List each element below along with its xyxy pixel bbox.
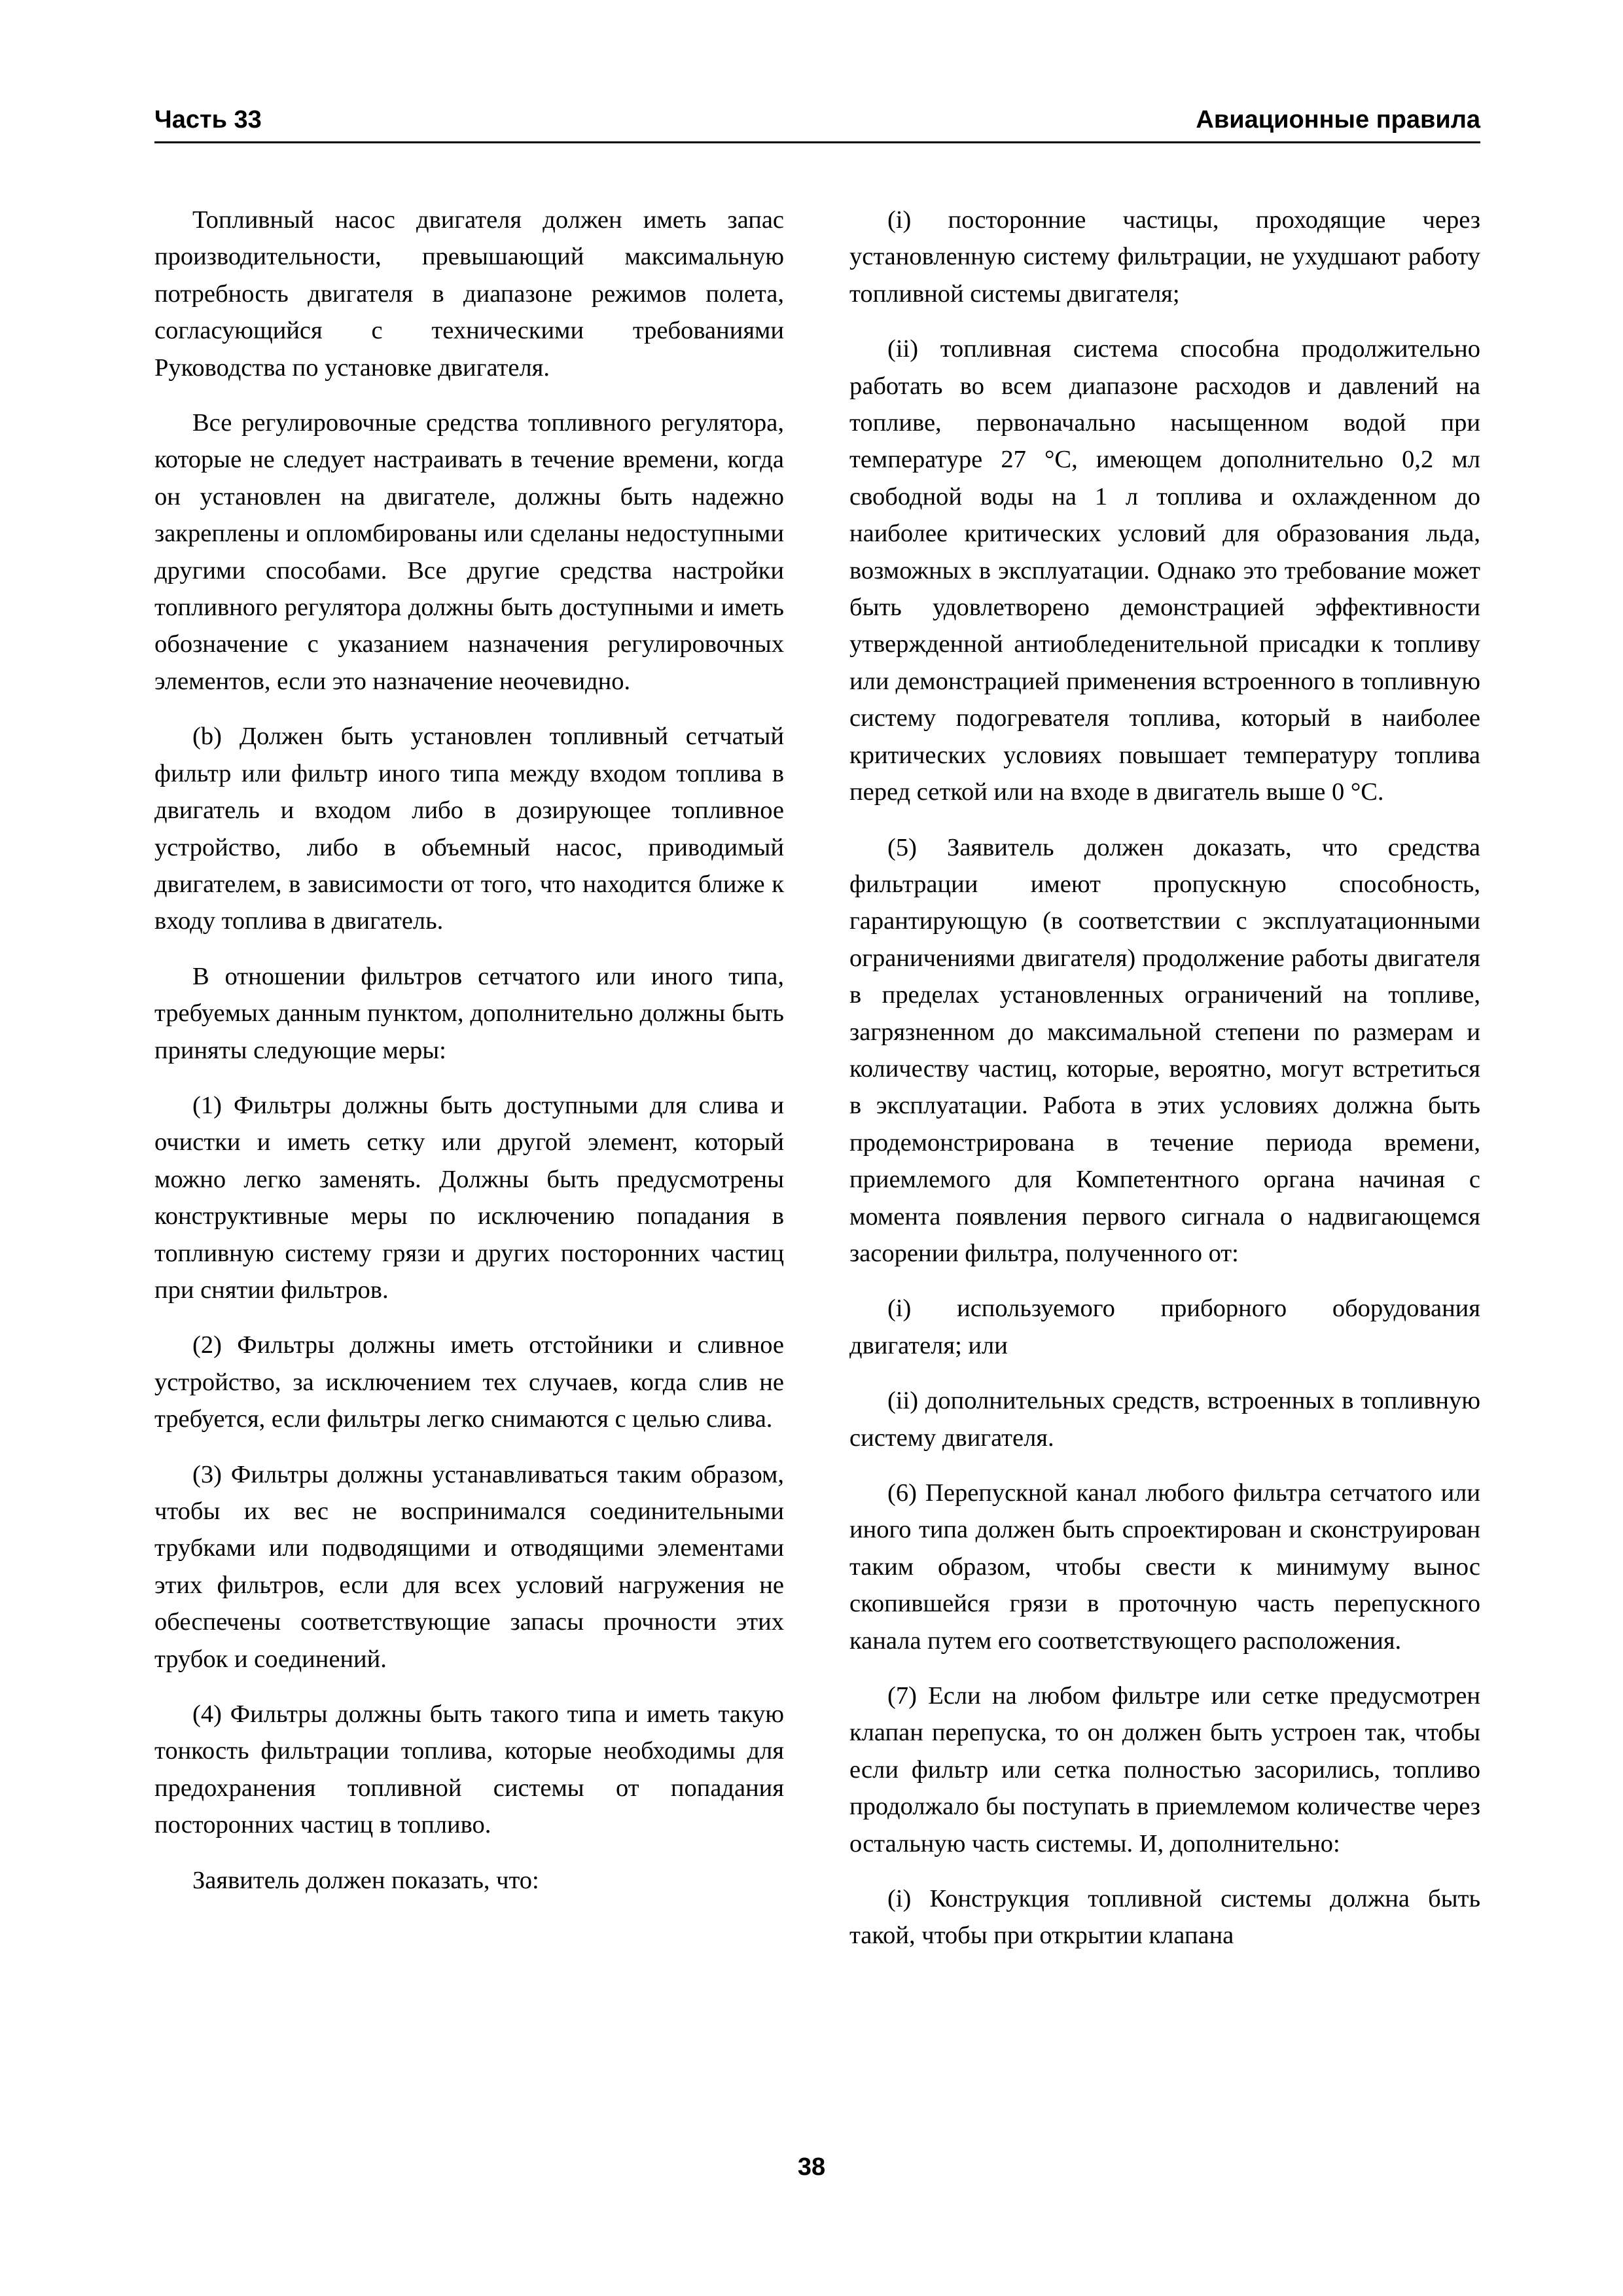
paragraph: Все регулировочные средства топливного регулятора, которые не следует настраивать в течение времени, когда он установлен на двигателе, должны быть надежно закреплены и опломбированы или сделаны недоступными другими способами. Все другие средства настройки топливного регулятора должны быть доступными и иметь обозначение с указанием назначения регулировочных элементов, если это назначение неочевидно. [154, 409, 784, 695]
header-title: Авиационные правила [1196, 106, 1480, 134]
paragraph: (i) посторонние частицы, проходящие через установленную систему фильтрации, не ухудшают работу топливной системы двигателя; [849, 206, 1480, 308]
paragraph: (3) Фильтры должны устанавливаться таким образом, чтобы их вес не воспринимался соединительными трубками или подводящими и отводящими элементами этих фильтров, если для всех условий нагружения не обеспечены соответствующие запасы прочности этих трубок и соединений. [154, 1460, 784, 1673]
header-divider [154, 141, 1480, 143]
paragraph: В отношении фильтров сетчатого или иного типа, требуемых данным пунктом, дополнительно должны быть приняты следующие меры: [154, 962, 784, 1064]
page-number: 38 [797, 2153, 826, 2181]
paragraph: (1) Фильтры должны быть доступными для слива и очистки и иметь сетку или другой элемент, который можно легко заменять. Должны быть предусмотрены конструктивные меры по исключению попадания в топливную систему грязи и других посторонних частиц при снятии фильтров. [154, 1091, 784, 1304]
right-text-column [849, 202, 1480, 1973]
paragraph: Заявитель должен показать, что: [192, 1866, 539, 1894]
paragraph: (i) Конструкция топливной системы должна быть такой, чтобы при открытии клапана [849, 1885, 1480, 1950]
paragraph: (i) используемого приборного оборудования двигателя; или [849, 1295, 1480, 1359]
paragraph: Топливный насос двигателя должен иметь запас производительности, превышающий максимальную потребность двигателя в диапазоне режимов полета, согласующийся с техническими требованиями Руководства по установке двигателя. [154, 206, 784, 382]
header-part-number: Часть 33 [154, 106, 262, 134]
paragraph: (7) Если на любом фильтре или сетке предусмотрен клапан перепуска, то он должен быть устроен так, чтобы если фильтр или сетка полностью засорились, топливо продолжало бы поступать в приемлемом количестве через остальную часть системы. И, дополнительно: [849, 1682, 1480, 1857]
paragraph: (5) Заявитель должен доказать, что средства фильтрации имеют пропускную способность, гарантирующую (в соответствии с эксплуатационными ограничениями двигателя) продолжение работы двигателя в пределах установленных ограничений на топливе, загрязненном до максимальной степени по размерам и количеству частиц, которые, вероятно, могут встретиться в эксплуатации. Работа в этих условиях должна быть продемонстрирована в течение периода времени, приемлемого для Компетентного органа начиная с момента появления первого сигнала о надвигающемся засорении фильтра, полученного от: [849, 833, 1480, 1267]
paragraph: (4) Фильтры должны быть такого типа и иметь такую тонкость фильтрации топлива, которые необходимы для предохранения топливной системы от попадания посторонних частиц в топливо. [154, 1700, 784, 1839]
paragraph: (2) Фильтры должны иметь отстойники и сливное устройство, за исключением тех случаев, когда слив не требуется, если фильтры легко снимаются с целью слива. [154, 1331, 784, 1433]
paragraph: (b) Должен быть установлен топливный сетчатый фильтр или фильтр иного типа между входом топлива в двигатель и входом либо в дозирующее топливное устройство, либо в объемный насос, приводимый двигателем, в зависимости от того, что находится ближе к входу топлива в двигатель. [154, 723, 784, 935]
paragraph: (ii) топливная система способна продолжительно работать во всем диапазоне расходов и давлений на топливе, первоначально насыщенном водой при температуре 27 °С, имеющем дополнительно 0,2 мл свободной воды на 1 л топлива и охлажденном до наиболее критических условий для образования льда, возможных в эксплуатации. Однако это требование может быть удовлетворено демонстрацией эффективности утвержденной антиобледенительной присадки к топливу или демонстрацией применения встроенного в топливную систему подогревателя топлива, который в наиболее критических условиях повышает температуру топлива перед сеткой или на входе в двигатель выше 0 °С. [849, 335, 1480, 806]
paragraph: (6) Перепускной канал любого фильтра сетчатого или иного типа должен быть спроектирован и сконструирован таким образом, чтобы свести к минимуму вынос скопившейся грязи в проточную часть перепускного канала путем его соответствующего расположения. [849, 1479, 1480, 1655]
running-header [154, 106, 1480, 147]
left-text-column [154, 202, 784, 1917]
paragraph: (ii) дополнительных средств, встроенных в топливную систему двигателя. [849, 1387, 1480, 1452]
